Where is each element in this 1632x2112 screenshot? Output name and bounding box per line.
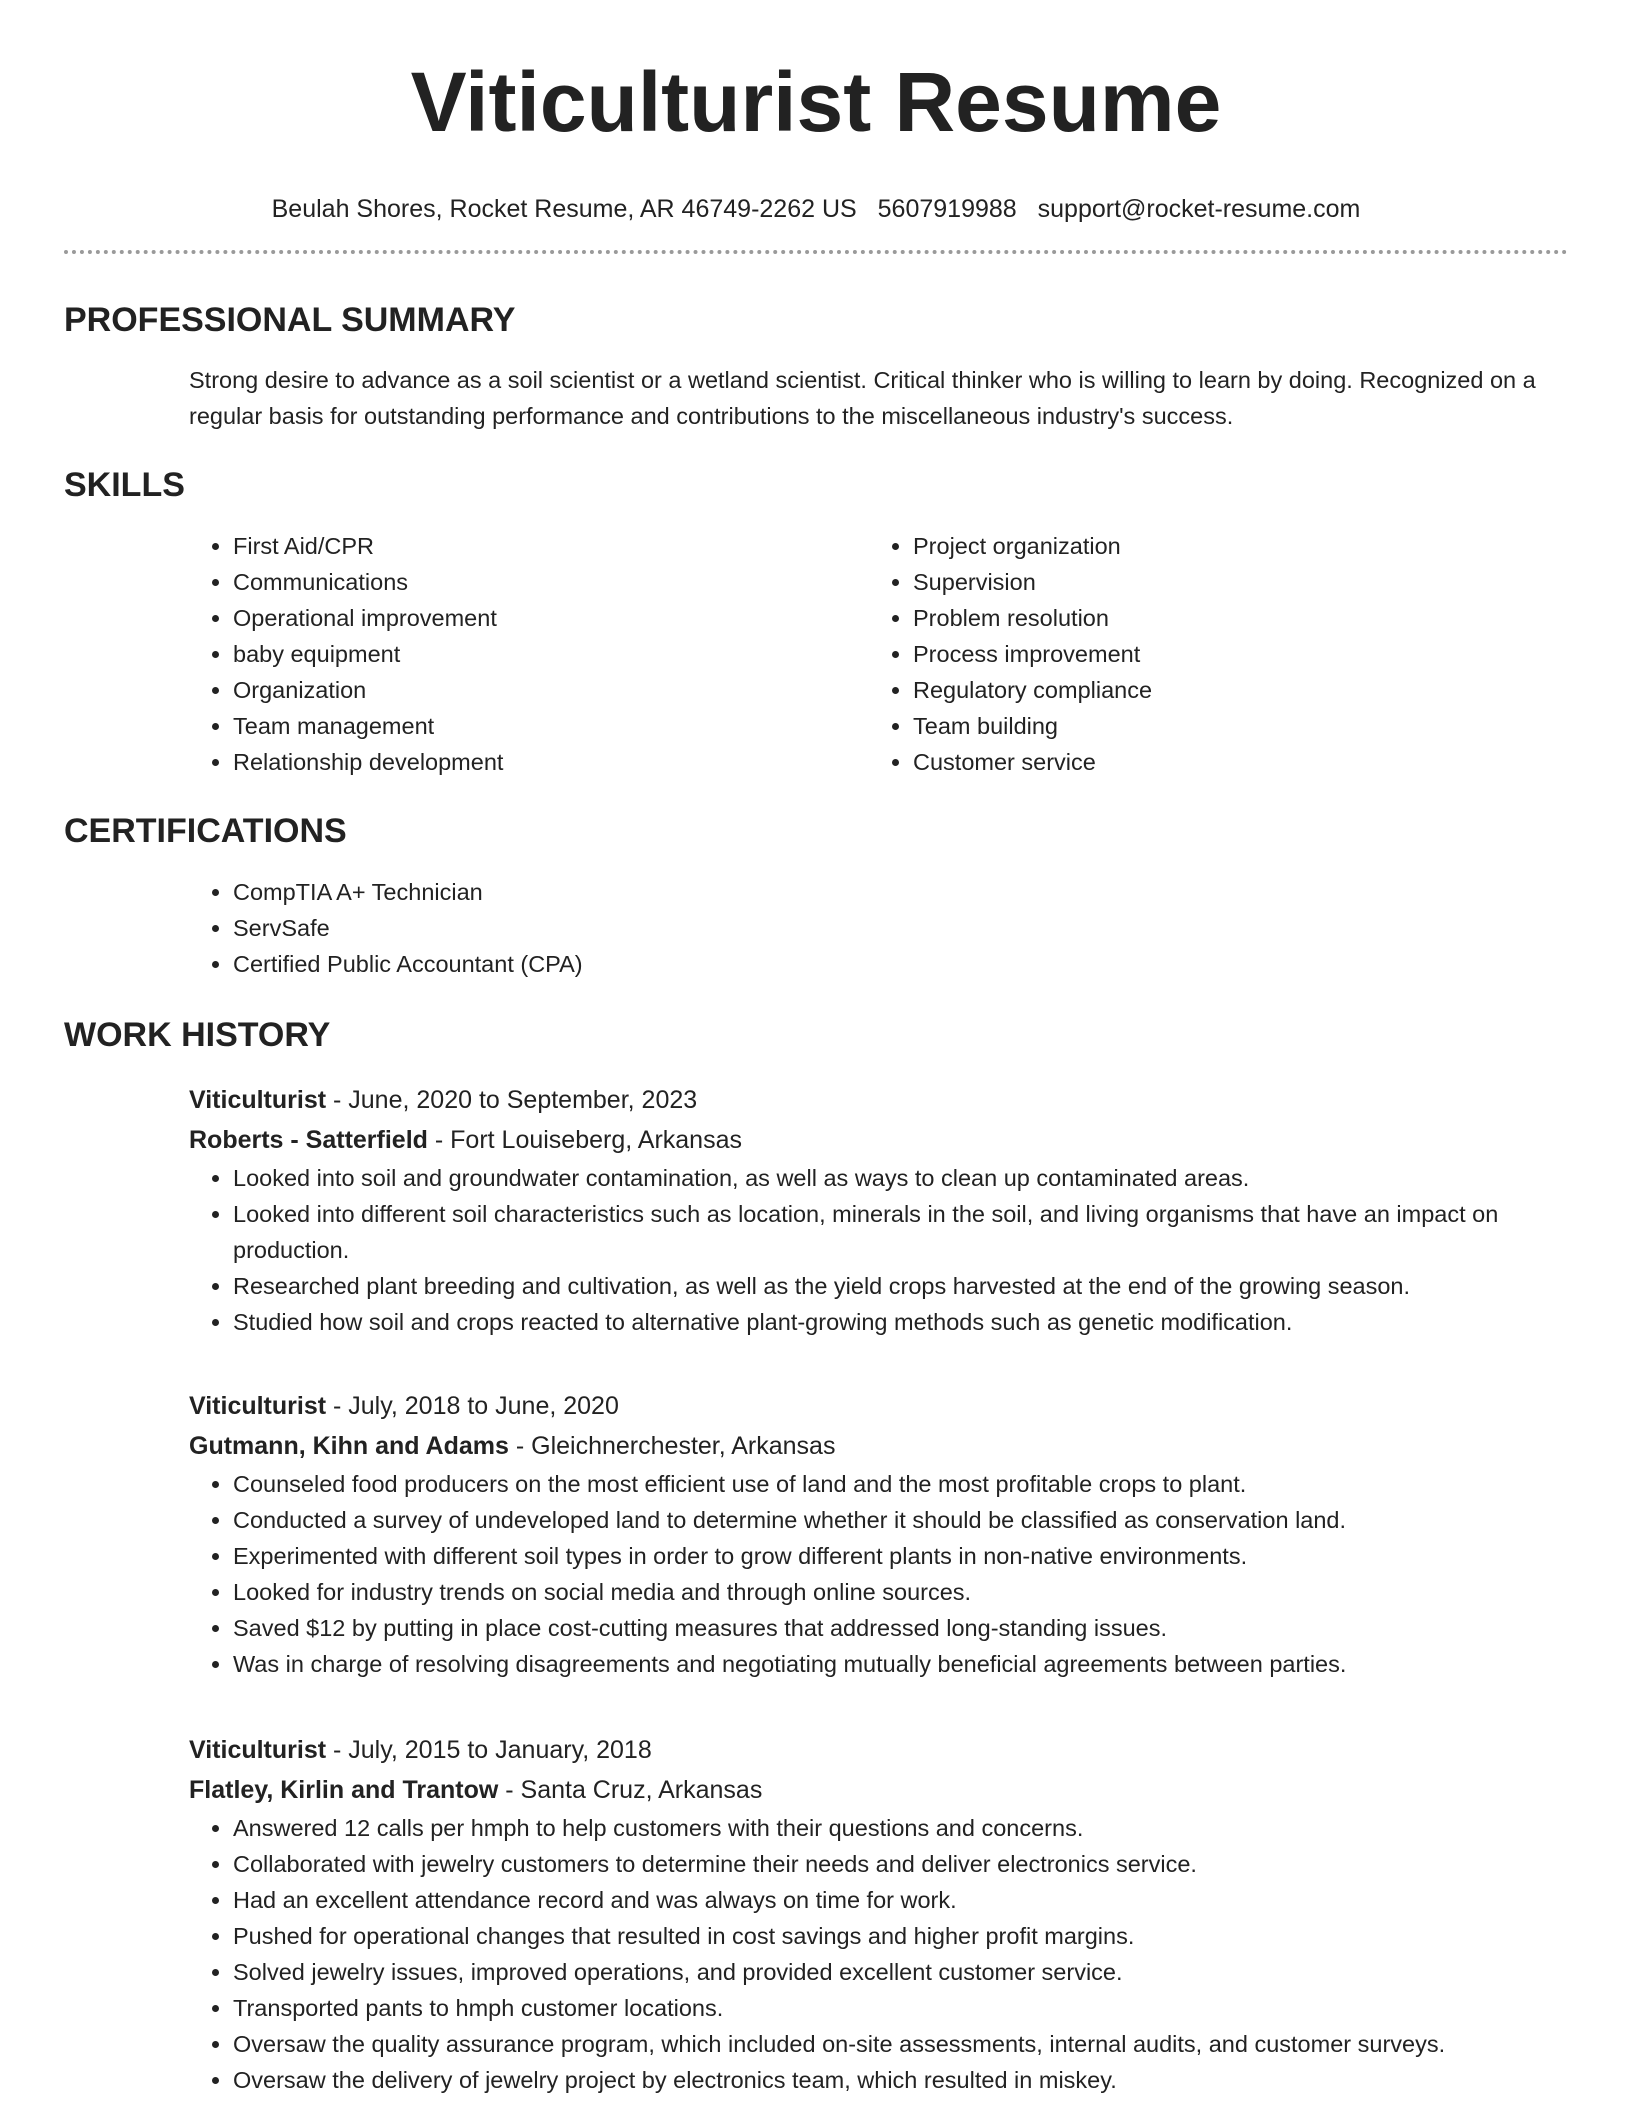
skill-item: • Relationship development xyxy=(233,744,869,780)
job-location: - Gleichnerchester, Arkansas xyxy=(508,1432,836,1460)
skill-item: • Organization xyxy=(233,672,869,708)
job-dates: - June, 2020 to September, 2023 xyxy=(326,1086,698,1114)
job-company: Gutmann, Kihn and Adams xyxy=(189,1432,509,1460)
skills-list-left xyxy=(189,528,869,780)
certification-item: • ServSafe xyxy=(233,910,1568,946)
job-bullet: • Solved jewelry issues, improved operations, and provided excellent customer service. xyxy=(233,1954,1568,1990)
contact-line xyxy=(0,194,1632,224)
job-entry xyxy=(189,1386,1568,1682)
work-history-heading: WORK HISTORY xyxy=(64,1016,331,1054)
skill-item: • Operational improvement xyxy=(233,600,869,636)
skills-column-right xyxy=(869,528,1549,780)
job-title: Viticulturist xyxy=(189,1086,327,1114)
job-bullets xyxy=(189,1466,1568,1682)
job-entry xyxy=(189,1080,1568,1340)
job-bullet: • Pushed for operational changes that resulted in cost savings and higher profit margins. xyxy=(233,1918,1568,1954)
certifications-list xyxy=(189,874,1568,982)
job-bullet: • Transported pants to hmph customer locations. xyxy=(233,1990,1568,2026)
job-bullet: • Answered 12 calls per hmph to help customers with their questions and concerns. xyxy=(233,1810,1568,1846)
skill-item: • First Aid/CPR xyxy=(233,528,869,564)
job-bullet: • Conducted a survey of undeveloped land to determine whether it should be classified as conservation land. xyxy=(233,1502,1568,1538)
summary-text: Strong desire to advance as a soil scientist or a wetland scientist. Critical thinker who is willing to learn by doing. Recognized on a regular basis for outstanding performance and contributions to the miscellaneous industry's success. xyxy=(189,367,1536,429)
job-title: Viticulturist xyxy=(189,1392,327,1420)
job-entry xyxy=(189,1730,1568,2098)
skill-item: • baby equipment xyxy=(233,636,869,672)
certifications-heading: CERTIFICATIONS xyxy=(64,812,347,850)
job-location: - Fort Louiseberg, Arkansas xyxy=(427,1126,742,1154)
job-bullet: • Looked for industry trends on social media and through online sources. xyxy=(233,1574,1568,1610)
header-divider xyxy=(64,250,1568,254)
job-dates: - July, 2015 to January, 2018 xyxy=(326,1736,652,1764)
skill-item: • Team management xyxy=(233,708,869,744)
job-bullet: • Collaborated with jewelry customers to determine their needs and deliver electronics service. xyxy=(233,1846,1568,1882)
skills-column-left xyxy=(189,528,869,780)
certifications-block xyxy=(189,874,1568,982)
job-bullets xyxy=(189,1810,1568,2098)
job-bullet: • Was in charge of resolving disagreements and negotiating mutually beneficial agreements between parties. xyxy=(233,1646,1568,1682)
job-company: Flatley, Kirlin and Trantow xyxy=(189,1776,499,1804)
contact-phone: 5607919988 xyxy=(877,195,1017,223)
job-company: Roberts - Satterfield xyxy=(189,1126,428,1154)
skills-list-right xyxy=(869,528,1549,780)
job-bullet: • Looked into soil and groundwater contamination, as well as ways to clean up contaminated areas. xyxy=(233,1160,1568,1196)
job-bullet: • Experimented with different soil types in order to grow different plants in non-native environments. xyxy=(233,1538,1568,1574)
job-bullet: • Researched plant breeding and cultivation, as well as the yield crops harvested at the end of the growing season. xyxy=(233,1268,1568,1304)
job-bullet: • Oversaw the delivery of jewelry project by electronics team, which resulted in miskey. xyxy=(233,2062,1568,2098)
job-bullets xyxy=(189,1160,1568,1340)
resume-title: Viticulturist Resume xyxy=(410,55,1222,149)
job-dates: - July, 2018 to June, 2020 xyxy=(326,1392,619,1420)
skills-grid xyxy=(189,528,1568,780)
job-title: Viticulturist xyxy=(189,1736,327,1764)
job-bullet: • Had an excellent attendance record and was always on time for work. xyxy=(233,1882,1568,1918)
job-bullet: • Oversaw the quality assurance program, which included on-site assessments, internal audits, and customer surveys. xyxy=(233,2026,1568,2062)
job-title-line xyxy=(189,1386,1568,1426)
job-company-line xyxy=(189,1120,1568,1160)
job-bullet: • Counseled food producers on the most efficient use of land and the most profitable crops to plant. xyxy=(233,1466,1568,1502)
certification-item: • CompTIA A+ Technician xyxy=(233,874,1568,910)
skill-item: • Project organization xyxy=(913,528,1549,564)
skill-item: • Problem resolution xyxy=(913,600,1549,636)
resume-header xyxy=(0,0,1632,224)
job-company-line xyxy=(189,1770,1568,1810)
job-location: - Santa Cruz, Arkansas xyxy=(498,1776,763,1804)
job-title-line xyxy=(189,1730,1568,1770)
skill-item: • Communications xyxy=(233,564,869,600)
summary-heading: PROFESSIONAL SUMMARY xyxy=(64,301,516,339)
job-bullet: • Saved $12 by putting in place cost-cutting measures that addressed long-standing issues. xyxy=(233,1610,1568,1646)
job-company-line xyxy=(189,1426,1568,1466)
job-bullet: • Studied how soil and crops reacted to alternative plant-growing methods such as genetic modification. xyxy=(233,1304,1568,1340)
certification-item: • Certified Public Accountant (CPA) xyxy=(233,946,1568,982)
skill-item: • Customer service xyxy=(913,744,1549,780)
contact-email[interactable]: support@rocket-resume.com xyxy=(1037,195,1361,223)
skill-item: • Regulatory compliance xyxy=(913,672,1549,708)
skill-item: • Team building xyxy=(913,708,1549,744)
contact-address: Beulah Shores, Rocket Resume, AR 46749-2262 US xyxy=(271,195,857,223)
job-bullet: • Looked into different soil characteristics such as location, minerals in the soil, and living organisms that have an impact on production. xyxy=(233,1196,1568,1268)
skills-heading: SKILLS xyxy=(64,466,185,504)
skill-item: • Process improvement xyxy=(913,636,1549,672)
skill-item: • Supervision xyxy=(913,564,1549,600)
job-title-line xyxy=(189,1080,1568,1120)
